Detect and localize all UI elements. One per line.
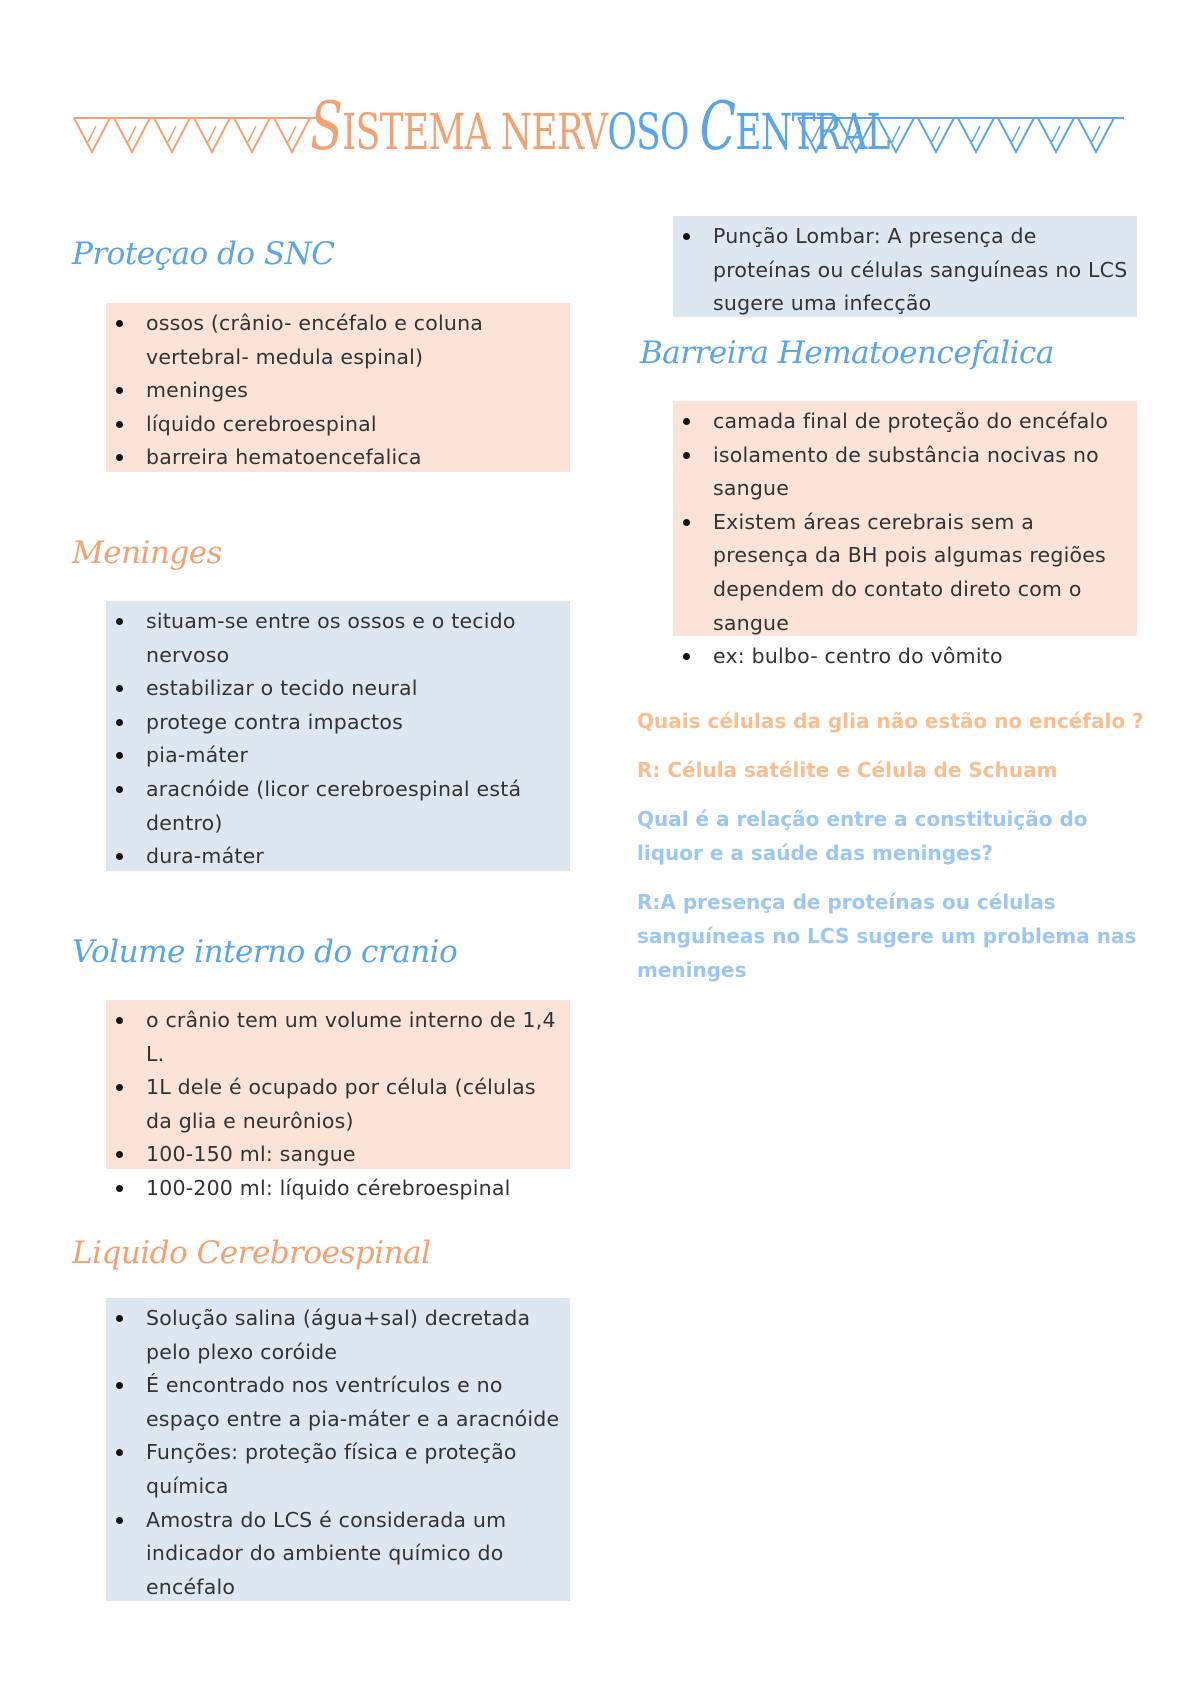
heading-volume: Volume interno do cranio — [72, 934, 458, 970]
answer-1: R: Célula satélite e Célula de Schuam — [637, 758, 1058, 782]
heading-meninges: Meninges — [72, 535, 223, 571]
heading-protecao: Proteçao do SNC — [72, 236, 335, 272]
list-item: camada final de proteção do encéfalo — [713, 405, 1129, 439]
heading-liquido: Liquido Cerebroespinal — [72, 1235, 431, 1271]
bunting-right-icon — [796, 112, 1126, 156]
title-word-nervoso-b: OSO — [607, 103, 689, 161]
title-word-central: ENTRAL — [735, 103, 890, 161]
list-item: 100-150 ml: sangue — [146, 1138, 562, 1172]
question-1: Quais células da glia não estão no encéfalo ? — [637, 709, 1144, 733]
list-item: situam-se entre os ossos e o tecido nervoso — [146, 605, 562, 672]
box-barreira — [673, 401, 1137, 669]
list-item: protege contra impactos — [146, 706, 562, 740]
title-word-nervoso-a: NERV — [500, 103, 608, 161]
box-liquido — [106, 1298, 570, 1601]
list-item: Solução salina (água+sal) decretada pelo plexo coróide — [146, 1302, 562, 1369]
box-volume — [106, 1000, 570, 1200]
list-item: 1L dele é ocupado por célula (células da glia e neurônios) — [146, 1071, 562, 1138]
answer-2: R:A presença de proteínas ou células sanguíneas no LCS sugere um problema nas meninges — [637, 890, 1137, 982]
list-item: 100-200 ml: líquido cérebroespinal — [146, 1172, 562, 1206]
title-word-sistema: ISTEMA — [342, 103, 490, 161]
title-letter-c: C — [699, 88, 736, 165]
list-item: aracnóide (licor cerebroespinal está dentro) — [146, 773, 562, 840]
list-item: líquido cerebroespinal — [146, 408, 562, 442]
box-protecao — [106, 303, 570, 472]
list-item: Existem áreas cerebrais sem a presença da BH pois algumas regiões dependem do contato direto com o sangue — [713, 506, 1129, 640]
list-item: o crânio tem um volume interno de 1,4 L. — [146, 1004, 562, 1071]
title-letter-s: S — [310, 88, 343, 165]
list-item: ossos (crânio- encéfalo e coluna vertebral- medula espinal) — [146, 307, 562, 374]
list-item: pia-máter — [146, 739, 562, 773]
heading-barreira: Barreira Hematoencefalica — [640, 335, 1054, 371]
list-item: Amostra do LCS é considerada um indicador do ambiente químico do encéfalo — [146, 1504, 562, 1605]
list-item: Punção Lombar: A presença de proteínas ou células sanguíneas no LCS sugere uma infecção — [713, 220, 1129, 321]
box-meninges — [106, 601, 570, 871]
list-item: dura-máter — [146, 840, 562, 874]
box-puncao — [673, 216, 1137, 317]
list-item: ex: bulbo- centro do vômito — [713, 640, 1129, 674]
list-item: meninges — [146, 374, 562, 408]
list-item: É encontrado nos ventrículos e no espaço entre a pia-máter e a aracnóide — [146, 1369, 562, 1436]
list-item: estabilizar o tecido neural — [146, 672, 562, 706]
list-item: isolamento de substância nocivas no sangue — [713, 439, 1129, 506]
list-item: Funções: proteção física e proteção química — [146, 1436, 562, 1503]
list-item: barreira hematoencefalica — [146, 441, 562, 475]
question-2: Qual é a relação entre a constituição do liquor e a saúde das meninges? — [637, 807, 1088, 865]
bunting-right — [796, 112, 1126, 156]
